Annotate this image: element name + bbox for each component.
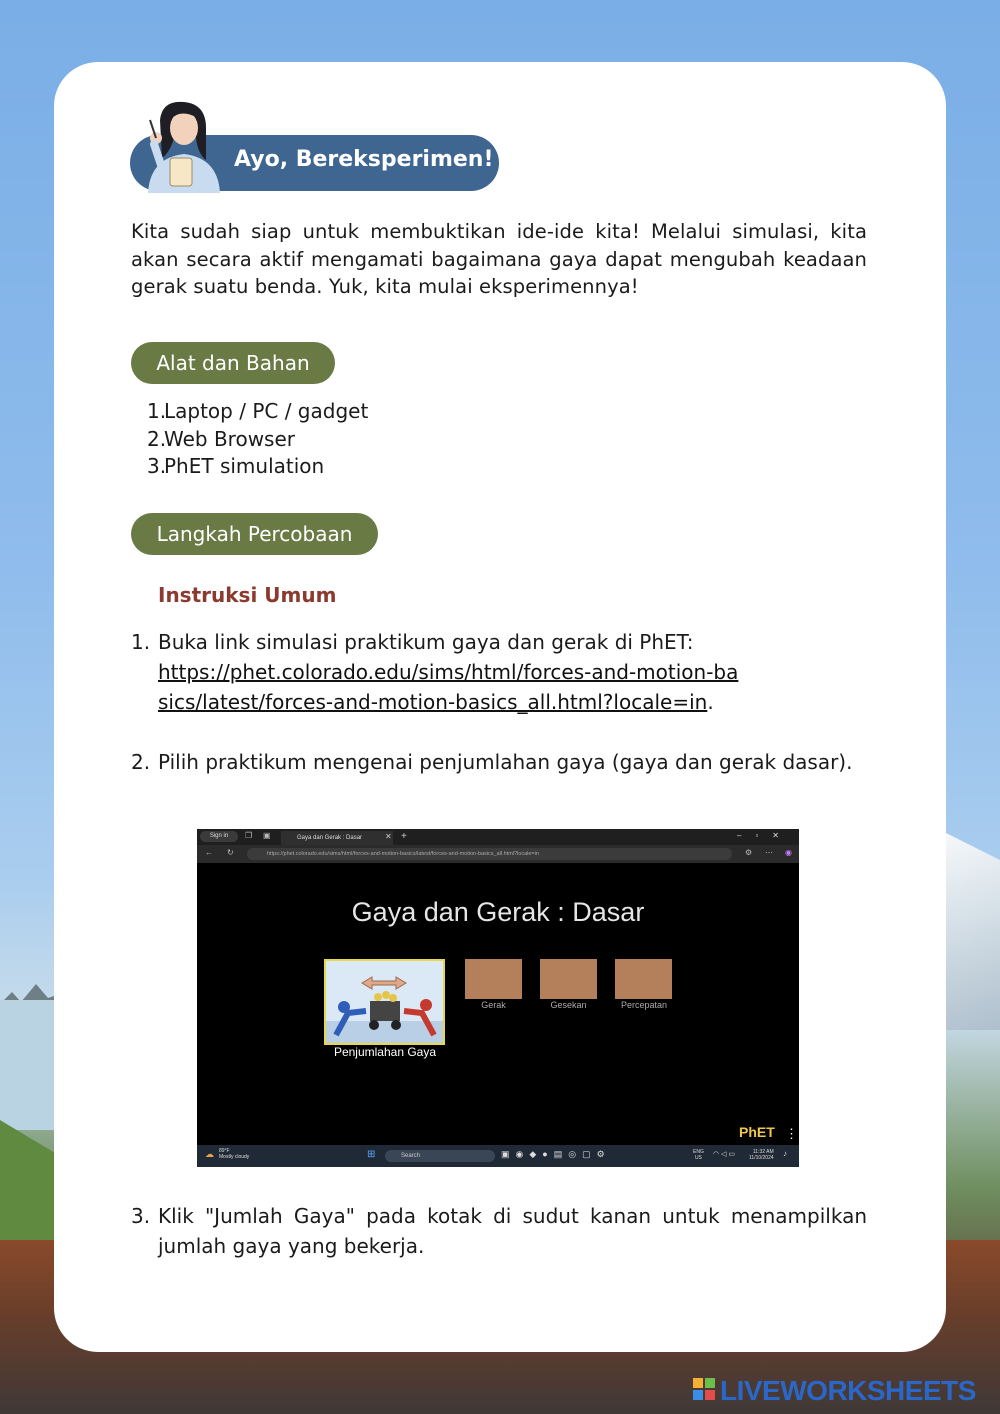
list-text: Web Browser bbox=[164, 426, 296, 451]
list-text: Laptop / PC / gadget bbox=[164, 399, 369, 423]
step-text: Buka link simulasi praktikum gaya dan gerak di PhET: bbox=[158, 630, 694, 654]
weather-widget[interactable] bbox=[219, 1148, 249, 1160]
screen-label-percepatan: Percepatan bbox=[620, 1000, 668, 1010]
materials-heading: Alat dan Bahan bbox=[131, 342, 335, 384]
weather-icon: ☁ bbox=[205, 1149, 214, 1159]
window-controls[interactable]: –▫✕ bbox=[737, 831, 793, 840]
screen-label-penjumlahan-gaya: Penjumlahan Gaya bbox=[333, 1045, 437, 1059]
list-item bbox=[147, 453, 368, 481]
step-punctuation: . bbox=[707, 690, 714, 714]
more-icon[interactable]: ⋯ bbox=[765, 848, 773, 857]
back-icon[interactable]: ← bbox=[205, 848, 213, 857]
step-number: 3. bbox=[131, 1204, 151, 1228]
clock-time: 11:32 AM bbox=[752, 1149, 774, 1155]
region-code: US bbox=[694, 1155, 702, 1161]
system-clock[interactable] bbox=[749, 1149, 774, 1161]
network-volume-battery-icons[interactable]: ◠ ◁ ▭ bbox=[713, 1151, 735, 1158]
phet-screenshot bbox=[197, 829, 799, 1167]
browser-tab[interactable]: Gaya dan Gerak : Dasar bbox=[281, 831, 393, 845]
language-code: ENG bbox=[693, 1149, 704, 1155]
close-tab-icon[interactable]: ✕ bbox=[385, 832, 392, 841]
step-text: Klik "Jumlah Gaya" pada kotak di sudut kanan untuk menampilkan jumlah gaya yang bekerja. bbox=[158, 1204, 867, 1258]
clock-date: 11/10/2024 bbox=[749, 1155, 774, 1161]
list-number: 1. bbox=[147, 399, 167, 423]
extensions-icon[interactable]: ⚙ bbox=[745, 848, 753, 857]
windows-start-icon[interactable]: ⊞ bbox=[367, 1149, 376, 1160]
list-text: PhET simulation bbox=[164, 454, 325, 478]
phet-link[interactable]: https://phet.colorado.edu/sims/html/forces-and-motion-basics/latest/forces-and-motion-basics_all.html?locale=in bbox=[158, 660, 739, 714]
sign-in-button[interactable]: Sign in bbox=[200, 831, 238, 842]
step-number: 1. bbox=[131, 630, 151, 654]
step-item bbox=[131, 627, 867, 717]
list-item bbox=[147, 426, 368, 454]
address-bar-row bbox=[197, 845, 799, 863]
screen-label-gesekan: Gesekan bbox=[550, 1000, 587, 1010]
weather-temp: 89°F bbox=[219, 1148, 230, 1154]
notification-bell-icon[interactable]: ♪ bbox=[783, 1149, 787, 1158]
background-lake bbox=[0, 1000, 60, 1130]
refresh-icon[interactable]: ↻ bbox=[227, 848, 234, 857]
step-number: 2. bbox=[131, 750, 151, 774]
screen-tile-penjumlahan-gaya[interactable] bbox=[324, 959, 445, 1045]
sim-title: Gaya dan Gerak : Dasar bbox=[351, 897, 645, 927]
section-title: Ayo, Bereksperimen! bbox=[234, 147, 494, 172]
copilot-icon[interactable]: ◉ bbox=[785, 848, 792, 857]
screen-tile-gesekan[interactable] bbox=[540, 959, 597, 999]
liveworksheets-logo-icon bbox=[693, 1378, 715, 1400]
taskbar-search[interactable]: Search bbox=[385, 1150, 495, 1162]
tug-of-war-icon bbox=[326, 961, 443, 1043]
step-item bbox=[131, 1201, 867, 1261]
procedure-heading: Langkah Percobaan bbox=[131, 513, 378, 555]
intro-paragraph: Kita sudah siap untuk membuktikan ide-ide kita! Melalui simulasi, kita akan secara aktif mengamati bagaimana gaya dapat mengubah keadaan gerak suatu benda. Yuk, kita mulai eksperimennya! bbox=[131, 220, 867, 298]
language-indicator[interactable] bbox=[693, 1149, 704, 1161]
workspaces-icon[interactable]: ❐ bbox=[245, 831, 253, 840]
student-illustration bbox=[140, 98, 222, 193]
weather-desc: Mostly cloudy bbox=[219, 1154, 250, 1160]
step-item bbox=[131, 747, 867, 777]
general-instructions-heading: Instruksi Umum bbox=[158, 583, 337, 607]
url-input[interactable]: https://phet.colorado.edu/sims/html/forces-and-motion-basics/latest/forces-and-motion-basics_all.html?locale=in bbox=[247, 848, 732, 860]
materials-list bbox=[147, 398, 368, 481]
liveworksheets-watermark: LIVEWORKSHEETS bbox=[720, 1375, 976, 1406]
list-number: 3. bbox=[147, 454, 167, 478]
screen-label-gerak: Gerak bbox=[481, 1000, 506, 1010]
browser-tabbar bbox=[197, 829, 799, 845]
new-tab-icon[interactable]: + bbox=[401, 831, 407, 842]
taskbar-apps[interactable]: ▣◉◆●▤◎▢⚙ bbox=[501, 1149, 611, 1159]
step-text: Pilih praktikum mengenai penjumlahan gaya (gaya dan gerak dasar). bbox=[158, 750, 853, 774]
tab-actions-icon[interactable]: ▣ bbox=[263, 831, 271, 840]
phet-menu-icon[interactable]: ⋮ bbox=[785, 1126, 798, 1141]
screen-tile-gerak[interactable] bbox=[465, 959, 522, 999]
windows-taskbar bbox=[197, 1145, 799, 1167]
list-number: 2. bbox=[147, 426, 167, 451]
screen-tile-percepatan[interactable] bbox=[615, 959, 672, 999]
phet-logo[interactable]: PhET bbox=[739, 1124, 775, 1140]
list-item bbox=[147, 398, 368, 426]
